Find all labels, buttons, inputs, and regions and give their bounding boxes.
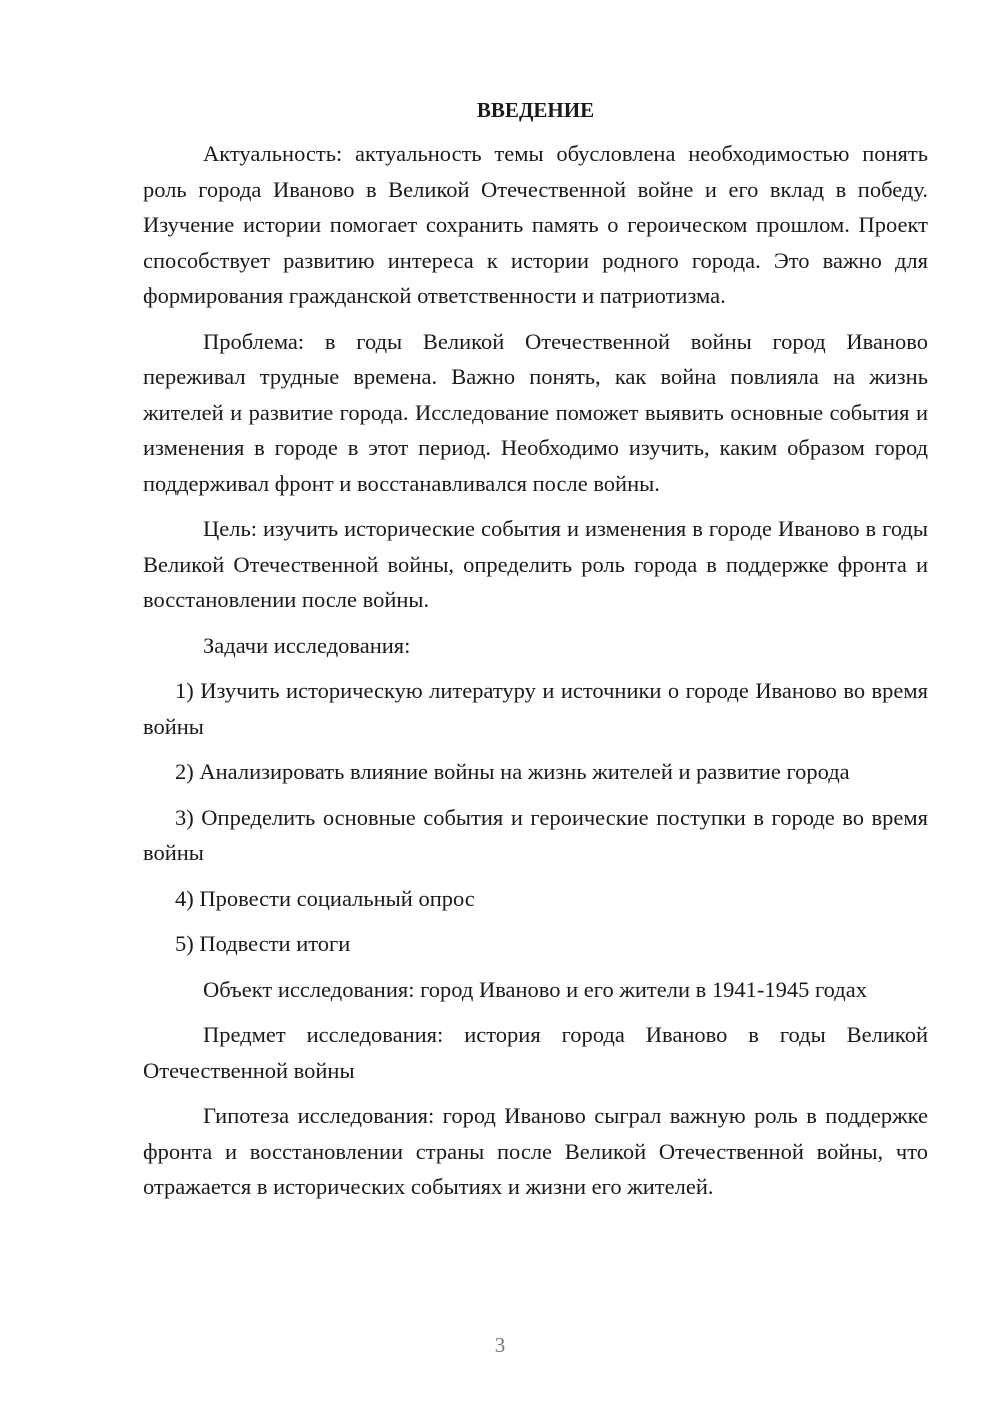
task-item: 5) Подвести итоги: [175, 931, 351, 956]
subject-paragraph: Предмет исследования: история города Иваново в годы Великой Отечественной войны: [143, 1022, 928, 1083]
relevance-paragraph: Актуальность: актуальность темы обусловлена необходимостью понять роль города Иваново в Великой Отечественной войне и его вклад в победу. Изучение истории помогает сохранить память о героическом прошлом. Проект способствует развитию интереса к истории родного города. Это важно для формирования гражданской ответственности и патриотизма.: [143, 141, 928, 308]
task-item: 4) Провести социальный опрос: [175, 885, 475, 911]
page-number: 3: [494, 1333, 506, 1357]
tasks-heading: Задачи исследования:: [203, 632, 411, 658]
object-paragraph: Объект исследования: город Иваново и его жители в 1941-1945 годах: [203, 976, 867, 1002]
goal-paragraph: Цель: изучить исторические события и изменения в городе Иваново в годы Великой Отечественной войны, определить роль города в поддержке фронта и восстановлении после войны.: [143, 516, 928, 612]
hypothesis-paragraph: Гипотеза исследования: город Иваново сыграл важную роль в поддержке фронта и восстановлении страны после Великой Отечественной войны, что отражается в исторических событиях и жизни его жителей.: [143, 1103, 928, 1199]
task-item: 3) Определить основные события и героические поступки в городе во время войны: [143, 804, 928, 865]
section-title: ВВЕДЕНИЕ: [476, 98, 595, 122]
task-item: 1) Изучить историческую литературу и источники о городе Иваново во время войны: [143, 678, 928, 739]
problem-paragraph: Проблема: в годы Великой Отечественной войны город Иваново переживал трудные времена. Важно понять, как война повлияла на жизнь жителей и развитие города. Исследование поможет выявить основные события и изменения в городе в этот период. Необходимо изучить, каким образом город поддерживал фронт и восстанавливался после войны.: [143, 328, 928, 496]
task-item: 2) Анализировать влияние войны на жизнь жителей и развитие города: [175, 759, 850, 784]
document-page: [143, 92, 928, 1215]
